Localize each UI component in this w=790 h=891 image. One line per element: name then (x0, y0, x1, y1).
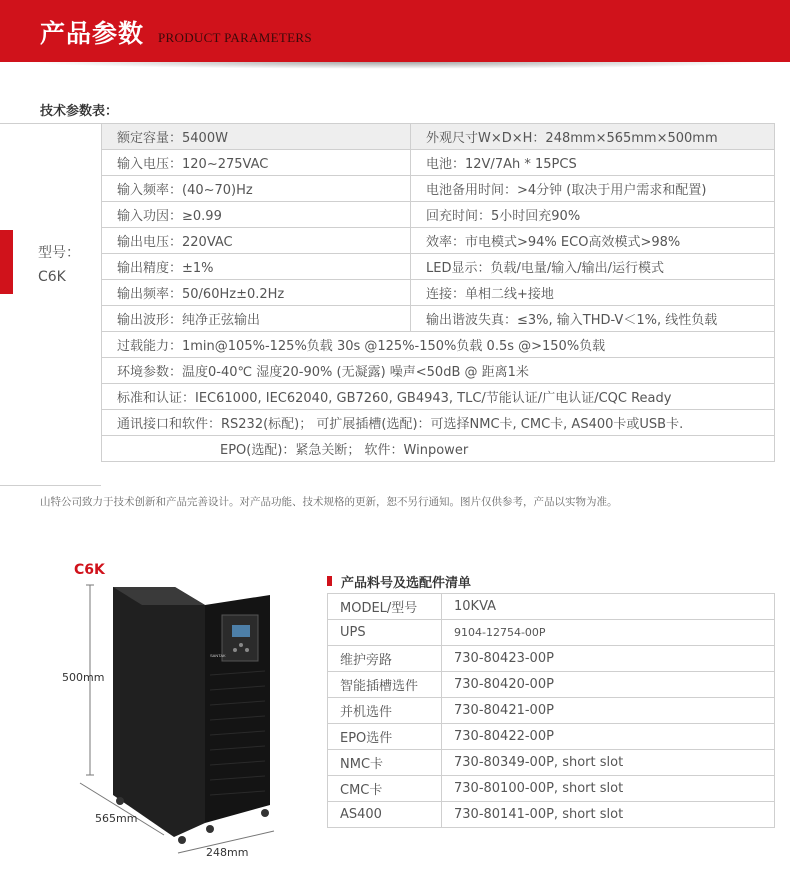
page-subtitle: PRODUCT PARAMETERS (158, 30, 312, 45)
table-row (102, 202, 775, 228)
acc-code-cell: 730-80141-00P, short slot (442, 802, 775, 828)
acc-name-cell: NMC卡 (328, 750, 442, 776)
page-title: 产品参数 (40, 19, 145, 48)
ups-button-icon (239, 643, 243, 647)
table-row (328, 646, 775, 672)
model-value: C6K (38, 269, 66, 285)
header-banner (0, 0, 790, 62)
spec-cell: 电池备用时间：>4分钟 (取决于用户需求和配置) (411, 176, 775, 202)
spec-cell: 外观尺寸W×D×H：248mm×565mm×500mm (411, 124, 775, 150)
caster-wheel-icon (178, 836, 186, 844)
ups-brand-logo: SANTAK (210, 653, 226, 658)
spec-cell: LED显示：负载/电量/输入/输出/运行模式 (411, 254, 775, 280)
table-row (328, 776, 775, 802)
spec-cell-wide: 通讯接口和软件：RS232(标配)； 可扩展插槽(选配)：可选择NMC卡, CMC卡, AS400卡或USB卡. (102, 410, 775, 436)
acc-name-cell: CMC卡 (328, 776, 442, 802)
acc-code-cell: 10KVA (442, 594, 775, 620)
model-cell (0, 123, 101, 486)
spec-cell: 额定容量：5400W (102, 124, 411, 150)
spec-section-title: 技术参数表： (40, 104, 119, 119)
spec-cell: 输出精度：±1% (102, 254, 411, 280)
table-row (102, 384, 775, 410)
table-row (328, 802, 775, 828)
acc-code-cell: 730-80423-00P (442, 646, 775, 672)
product-model-label: C6K (74, 562, 105, 578)
spec-cell: 输出频率：50/60Hz±0.2Hz (102, 280, 411, 306)
table-row (328, 620, 775, 646)
acc-name-cell: 智能插槽选件 (328, 672, 442, 698)
caster-wheel-icon (116, 797, 124, 805)
model-label: 型号： (38, 245, 80, 261)
accessories-title: 产品料号及选配件清单 (341, 576, 472, 591)
ups-button-icon (233, 648, 237, 652)
table-row (102, 436, 775, 462)
accessories-accent-bar (327, 576, 332, 586)
spec-table-block (0, 123, 790, 484)
spec-cell: 输出波形：纯净正弦输出 (102, 306, 411, 332)
ups-button-icon (245, 648, 249, 652)
acc-code-cell: 730-80422-00P (442, 724, 775, 750)
table-row (102, 124, 775, 150)
acc-name-cell: AS400 (328, 802, 442, 828)
table-row (328, 750, 775, 776)
height-dimension: 500mm (62, 671, 105, 684)
acc-name-cell: 并机选件 (328, 698, 442, 724)
caster-wheel-icon (261, 809, 269, 817)
ups-side-panel (113, 587, 205, 837)
spec-cell-wide: 环境参数：温度0-40℃ 湿度20-90% (无凝露) 噪声<50dB @ 距离1米 (102, 358, 775, 384)
spec-cell: 连接：单相二线+接地 (411, 280, 775, 306)
table-row (102, 228, 775, 254)
spec-cell: 输入频率：(40~70)Hz (102, 176, 411, 202)
caster-wheel-icon (206, 825, 214, 833)
table-row (102, 358, 775, 384)
table-row (328, 698, 775, 724)
table-row (102, 280, 775, 306)
acc-code-cell: 730-80100-00P, short slot (442, 776, 775, 802)
spec-cell: 输出电压：220VAC (102, 228, 411, 254)
acc-code-cell: 730-80349-00P, short slot (442, 750, 775, 776)
table-row (328, 594, 775, 620)
table-row (328, 672, 775, 698)
acc-code-cell: 9104-12754-00P (442, 620, 775, 646)
acc-name-cell: EPO选件 (328, 724, 442, 750)
table-row (102, 176, 775, 202)
table-row (328, 724, 775, 750)
spec-cell: 效率：市电模式>94% ECO高效模式>98% (411, 228, 775, 254)
depth-dimension: 565mm (95, 812, 138, 825)
table-row (102, 306, 775, 332)
table-row (102, 332, 775, 358)
table-row (102, 150, 775, 176)
spec-table (101, 123, 775, 462)
ups-display-panel (222, 615, 258, 661)
spec-cell: 回充时间：5小时回充90% (411, 202, 775, 228)
table-row (102, 254, 775, 280)
acc-name-cell: UPS (328, 620, 442, 646)
spec-cell: 输出谐波失真：≤3%, 输入THD-V＜1%, 线性负载 (411, 306, 775, 332)
spec-cell: 输入电压：120~275VAC (102, 150, 411, 176)
acc-code-cell: 730-80421-00P (442, 698, 775, 724)
model-accent-bar (0, 230, 13, 294)
spec-cell-wide: 过载能力：1min@105%-125%负载 30s @125%-150%负载 0.5s @>150%负载 (102, 332, 775, 358)
accessories-table (327, 593, 775, 828)
spec-cell-wide: EPO(选配)：紧急关断； 软件：Winpower (102, 436, 775, 462)
table-row (102, 410, 775, 436)
banner-shadow (20, 62, 770, 69)
acc-name-cell: MODEL/型号 (328, 594, 442, 620)
acc-code-cell: 730-80420-00P (442, 672, 775, 698)
width-dimension: 248mm (206, 846, 249, 859)
spec-cell: 电池：12V/7Ah * 15PCS (411, 150, 775, 176)
spec-cell: 输入功因：≥0.99 (102, 202, 411, 228)
ups-lcd-screen (232, 625, 250, 637)
disclaimer-text: 山特公司致力于技术创新和产品完善设计。对产品功能、技术规格的更新，恕不另行通知。图片仅供参考，产品以实物为准。 (40, 496, 618, 508)
acc-name-cell: 维护旁路 (328, 646, 442, 672)
spec-cell-wide: 标准和认证：IEC61000, IEC62040, GB7260, GB4943, TLC/节能认证/广电认证/CQC Ready (102, 384, 775, 410)
